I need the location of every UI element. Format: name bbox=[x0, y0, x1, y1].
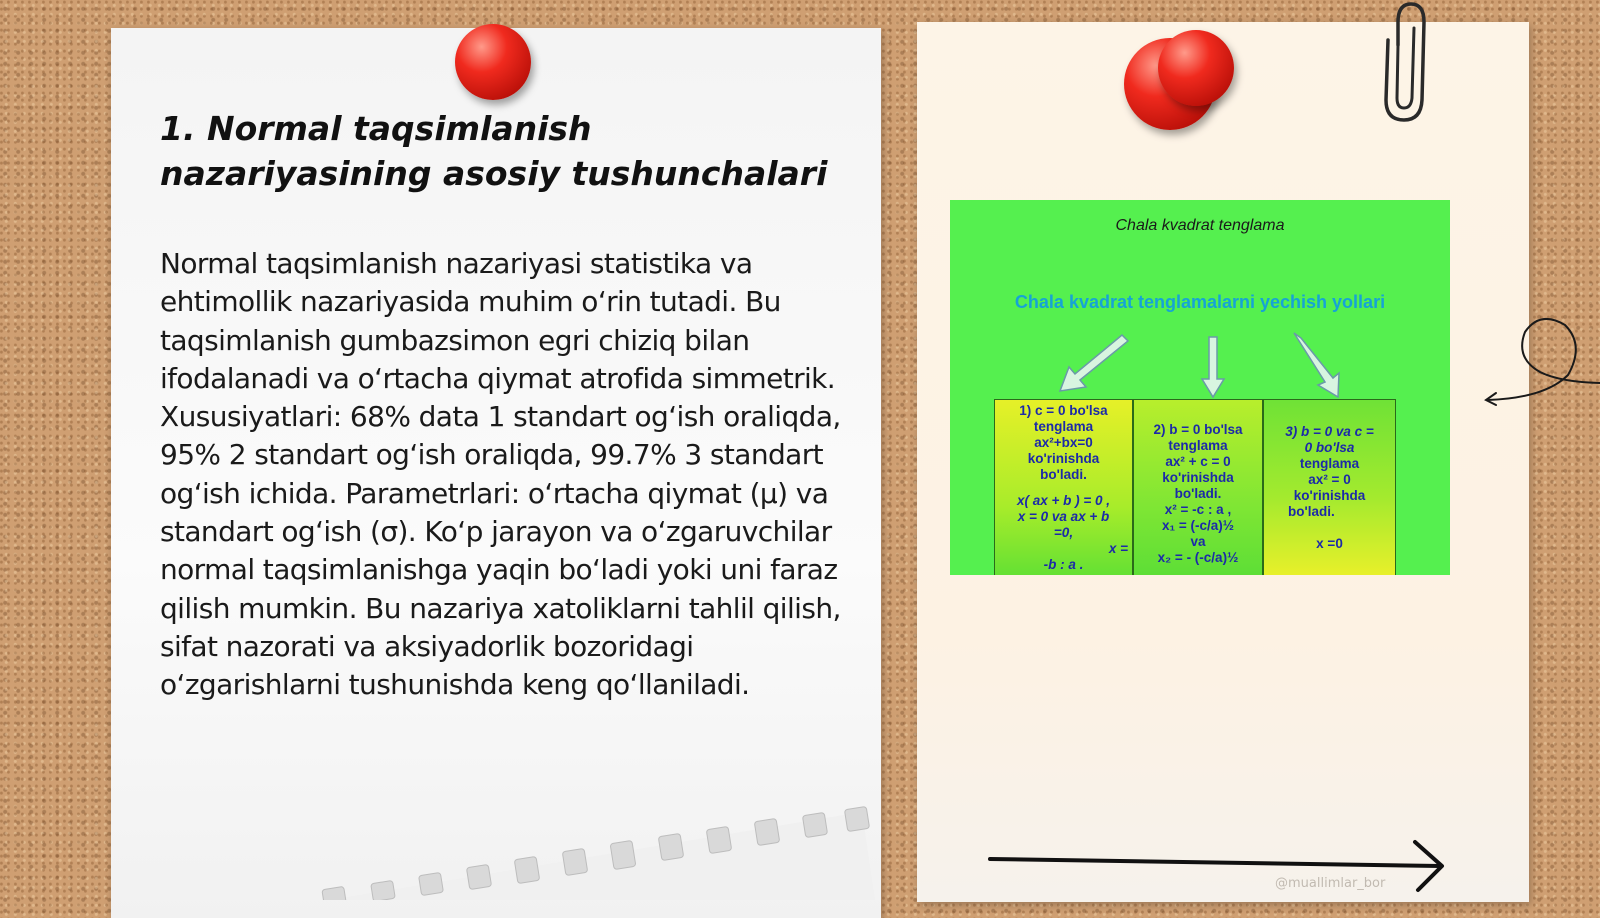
case1-line2: tenglama bbox=[1033, 419, 1094, 434]
case-box-b-zero bbox=[1133, 399, 1263, 575]
case2-line2: tenglama bbox=[1168, 438, 1228, 453]
case3-line1: 3) b = 0 va c = bbox=[1285, 424, 1374, 439]
red-pushpin-right-front bbox=[1158, 30, 1234, 106]
case2-line1: 2) b = 0 bo'lsa bbox=[1153, 422, 1243, 437]
case1-line1: 1) c = 0 bo'lsa bbox=[1019, 403, 1108, 418]
case1-line8: =0, bbox=[1053, 525, 1074, 540]
diagram-heading: Chala kvadrat tenglamalarni yechish yollari bbox=[1014, 292, 1386, 312]
equation-diagram-image bbox=[950, 200, 1450, 575]
case1-line5: bo'ladi. bbox=[1040, 467, 1087, 482]
case1-line4: ko'rinishda bbox=[1027, 451, 1100, 466]
credit-watermark: @muallimlar_bor bbox=[1275, 876, 1386, 891]
case3-line3: tenglama bbox=[1299, 456, 1360, 471]
case3-line6: bo'ladi. bbox=[1288, 504, 1335, 519]
case2-line8: va bbox=[1190, 534, 1206, 549]
case3-line4: ax² = 0 bbox=[1308, 472, 1351, 487]
case2-line6: x² = -c : a , bbox=[1164, 502, 1232, 517]
case1-line6: x( ax + b ) = 0 , bbox=[1016, 493, 1111, 508]
case-box-c-zero bbox=[994, 399, 1133, 575]
case1-line7: x = 0 va ax + b bbox=[1017, 509, 1110, 524]
case3-line7: x =0 bbox=[1316, 536, 1343, 551]
case1-line9: x = bbox=[1108, 541, 1128, 556]
case2-line9: x₂ = - (-c/a)½ bbox=[1157, 550, 1239, 565]
slide-body-text: Normal taqsimlanish nazariyasi statistika va ehtimollik nazariyasida muhim o‘rin tutadi. Bu taqsimlanish gumbazsimon egri chiziq bilan ifodalanadi va o‘rtacha qiymat atrofida simmetrik. Xususiyatlari: 68% data 1 standart og‘ish oraliqda, 95% 2 standart og‘ish oraliqda, 99.7% 3 standart og‘ish ichida. Parametrlari: o‘rtacha qiymat (μ) va standart og‘ish (σ). Ko‘p jarayon va o‘zgaruvchilar normal taqsimlanishga yaqin bo‘ladi yoki uni faraz qilish mumkin. Bu nazariya xatoliklarni tahlil qilish, sifat nazorati va aksiyadorlik bozoridagi o‘zgarishlarni tushunishda keng qo‘llaniladi. bbox=[160, 247, 841, 702]
case1-line10: -b : a . bbox=[1043, 557, 1084, 572]
case3-line2: 0 bo'lsa bbox=[1304, 440, 1355, 455]
case2-line7: x₁ = (-c/a)½ bbox=[1162, 518, 1234, 533]
diagram-caption: Chala kvadrat tenglama bbox=[1115, 217, 1285, 234]
red-pushpin-left bbox=[455, 24, 531, 100]
case-box-b-c-zero bbox=[1263, 399, 1396, 575]
diagram-arrows bbox=[950, 325, 1450, 400]
case1-line3: ax²+bx=0 bbox=[1034, 435, 1093, 450]
case2-line5: bo'ladi. bbox=[1174, 486, 1222, 501]
slide-title: 1. Normal taqsimlanish nazariyasining asosiy tushunchalari bbox=[160, 109, 828, 193]
case2-line3: ax² + c = 0 bbox=[1165, 454, 1231, 469]
case2-line4: ko'rinishda bbox=[1162, 470, 1234, 485]
case3-line5: ko'rinishda bbox=[1293, 488, 1366, 503]
